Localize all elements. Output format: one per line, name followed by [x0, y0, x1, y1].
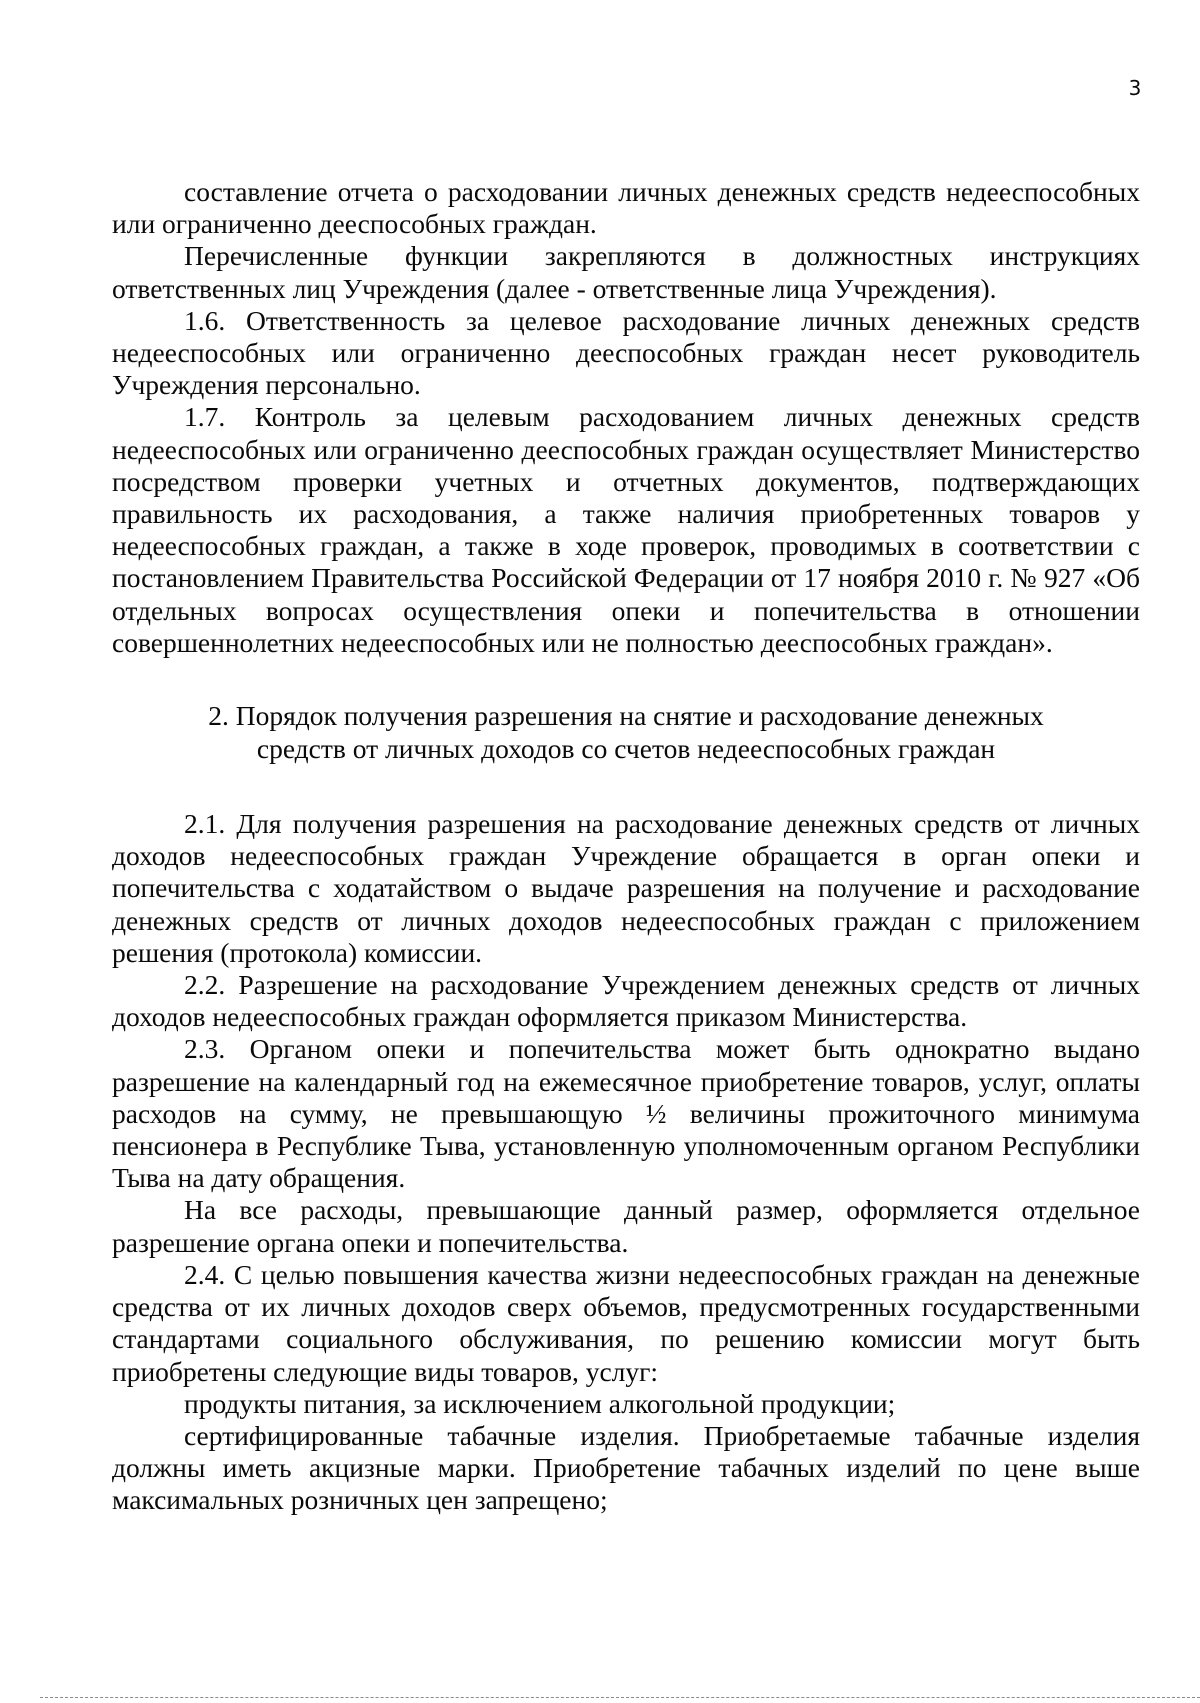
paragraph-2-2: 2.2. Разрешение на расходование Учреждением денежных средств от личных доходов недееспособных граждан оформляется приказом Министерства. — [112, 969, 1140, 1033]
document-body — [112, 176, 1140, 1517]
paragraph-2-1: 2.1. Для получения разрешения на расходование денежных средств от личных доходов недееспособных граждан Учреждение обращается в орган опеки и попечительства с ходатайством о выдаче разрешения на получение и расходование денежных средств от личных доходов недееспособных граждан с приложением решения (протокола) комиссии. — [112, 808, 1140, 968]
paragraph-1-6: 1.6. Ответственность за целевое расходование личных денежных средств недееспособных или ограниченно дееспособных граждан несет руководитель Учреждения персонально. — [112, 304, 1140, 401]
list-item-tobacco: сертифицированные табачные изделия. Приобретаемые табачные изделия должны иметь акцизные марки. Приобретение табачных изделий по цене выше максимальных розничных цен запрещено; — [112, 1419, 1140, 1516]
list-item-food: продукты питания, за исключением алкогольной продукции; — [184, 1387, 896, 1419]
page-number: 3 — [1128, 76, 1142, 100]
section-2-heading-line1: 2. Порядок получения разрешения на снятие и расходование денежных — [208, 700, 1044, 732]
section-2-heading — [112, 699, 1140, 765]
paragraph-1-7: 1.7. Контроль за целевым расходованием личных денежных средств недееспособных или ограниченно дееспособных граждан осуществляет Министерство посредством проверки учетных и отчетных документов, подтверждающих правильность их расходования, а также наличия приобретенных товаров у недееспособных граждан, а также в ходе проверок, проводимых в соответствии с постановлением Правительства Российской Федерации от 17 ноября 2010 г. № 927 «Об отдельных вопросах осуществления опеки и попечительства в отношении совершеннолетних недееспособных или не полностью дееспособных граждан». — [112, 401, 1140, 658]
paragraph-2-4: 2.4. С целью повышения качества жизни недееспособных граждан на денежные средства от их личных доходов сверх объемов, предусмотренных государственными стандартами социального обслуживания, по решению комиссии могут быть приобретены следующие виды товаров, услуг: — [112, 1258, 1140, 1387]
section-2-heading-line2: средств от личных доходов со счетов недееспособных граждан — [256, 733, 996, 765]
scan-edge-divider — [40, 1697, 1200, 1698]
paragraph-report-continuation: составление отчета о расходовании личных денежных средств недееспособных или ограниченно дееспособных граждан. — [112, 176, 1140, 240]
paragraph-functions: Перечисленные функции закрепляются в должностных инструкциях ответственных лиц Учреждения (далее - ответственные лица Учреждения). — [112, 240, 1140, 304]
paragraph-excess-expenses: На все расходы, превышающие данный размер, оформляется отдельное разрешение органа опеки и попечительства. — [112, 1194, 1140, 1258]
paragraph-2-3: 2.3. Органом опеки и попечительства может быть однократно выдано разрешение на календарный год на ежемесячное приобретение товаров, услуг, оплаты расходов на сумму, не превышающую ½ величины прожиточного минимума пенсионера в Республике Тыва, установленную уполномоченным органом Республики Тыва на дату обращения. — [112, 1033, 1140, 1194]
